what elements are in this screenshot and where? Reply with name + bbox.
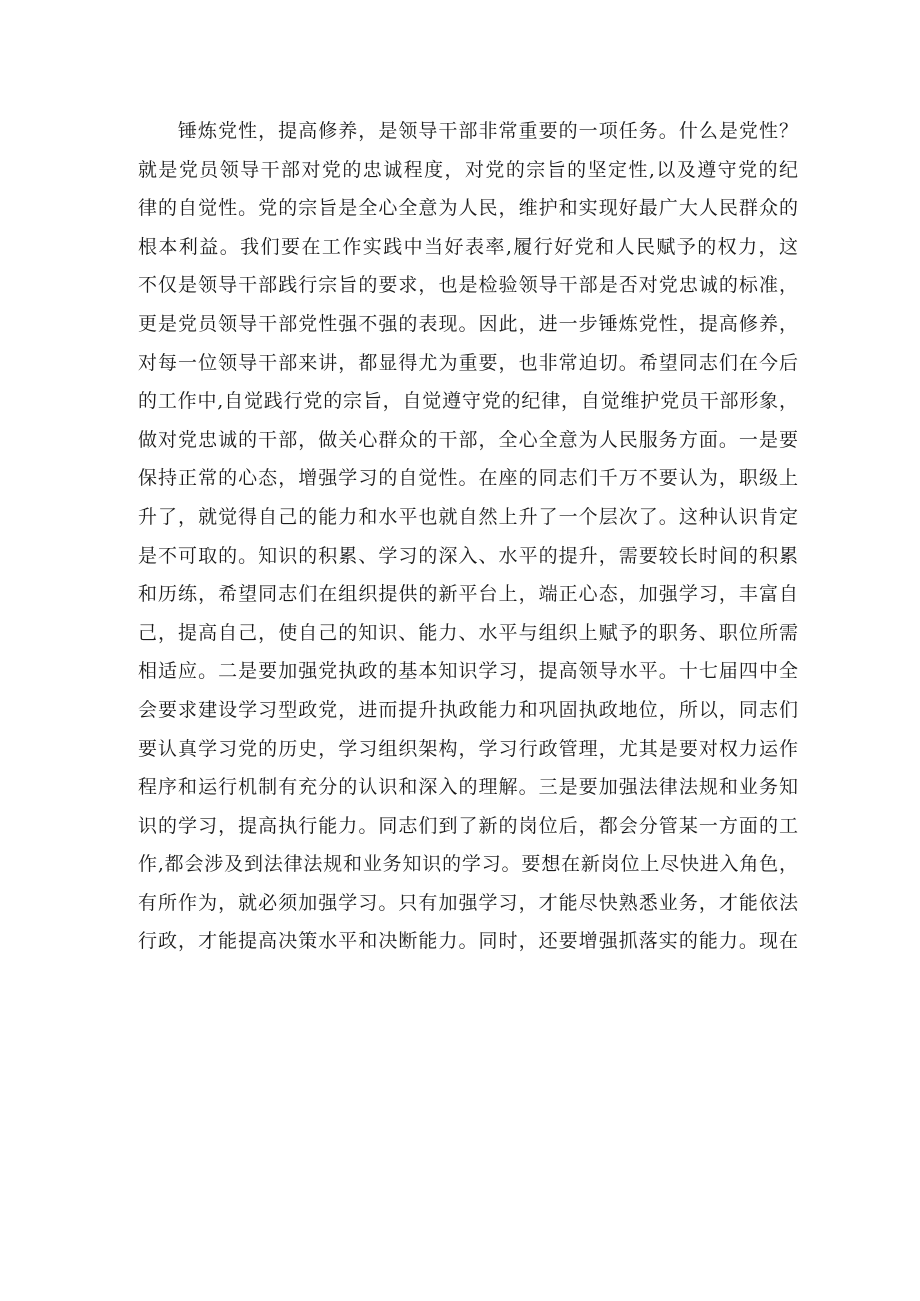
text-line: 保持正常的心态，增强学习的自觉性。在座的同志们千万不要认为，职级上 — [138, 467, 798, 490]
text-line: 识的学习，提高执行能力。同志们到了新的岗位后，都会分管某一方面的工 — [138, 814, 798, 837]
body-paragraph — [138, 112, 798, 961]
text-line: 要认真学习党的历史，学习组织架构，学习行政管理，尤其是要对权力运作 — [138, 737, 798, 760]
text-line: 是不可取的。知识的积累、学习的深入、水平的提升，需要较长时间的积累 — [138, 544, 798, 567]
text-line: 律的自觉性。党的宗旨是全心全意为人民，维护和实现好最广大人民群众的 — [138, 197, 798, 220]
text-line: 程序和运行机制有充分的认识和深入的理解。三是要加强法律法规和业务知 — [138, 776, 798, 799]
text-line: 的工作中,自觉践行党的宗旨，自觉遵守党的纪律，自觉维护党员干部形象， — [138, 390, 798, 413]
text-line: 和历练，希望同志们在组织提供的新平台上，端正心态，加强学习，丰富自 — [138, 583, 798, 606]
text-line: 就是党员领导干部对党的忠诚程度，对党的宗旨的坚定性,以及遵守党的纪 — [138, 158, 798, 181]
text-line: 不仅是领导干部践行宗旨的要求，也是检验领导干部是否对党忠诚的标准， — [138, 274, 798, 297]
text-line: 作,都会涉及到法律法规和业务知识的学习。要想在新岗位上尽快进入角色， — [138, 853, 798, 876]
text-line: 锤炼党性，提高修养，是领导干部非常重要的一项任务。什么是党性？ — [178, 120, 798, 142]
text-line: 根本利益。我们要在工作实践中当好表率,履行好党和人民赋予的权力，这 — [138, 235, 798, 258]
text-line: 相适应。二是要加强党执政的基本知识学习，提高领导水平。十七届四中全 — [138, 660, 798, 683]
text-line: 更是党员领导干部党性强不强的表现。因此，进一步锤炼党性，提高修养， — [138, 312, 798, 335]
text-line: 会要求建设学习型政党，进而提升执政能力和巩固执政地位，所以，同志们 — [138, 698, 798, 721]
text-line: 对每一位领导干部来讲，都显得尤为重要，也非常迫切。希望同志们在今后 — [138, 351, 798, 374]
text-line: 己，提高自己，使自己的知识、能力、水平与组织上赋予的职务、职位所需 — [138, 621, 798, 644]
text-line: 有所作为，就必须加强学习。只有加强学习，才能尽快熟悉业务，才能依法 — [138, 891, 798, 914]
text-line: 行政，才能提高决策水平和决断能力。同时，还要增强抓落实的能力。现在 — [138, 930, 798, 953]
text-line: 做对党忠诚的干部，做关心群众的干部，全心全意为人民服务方面。一是要 — [138, 428, 798, 451]
text-line: 升了，就觉得自己的能力和水平也就自然上升了一个层次了。这种认识肯定 — [138, 505, 798, 528]
